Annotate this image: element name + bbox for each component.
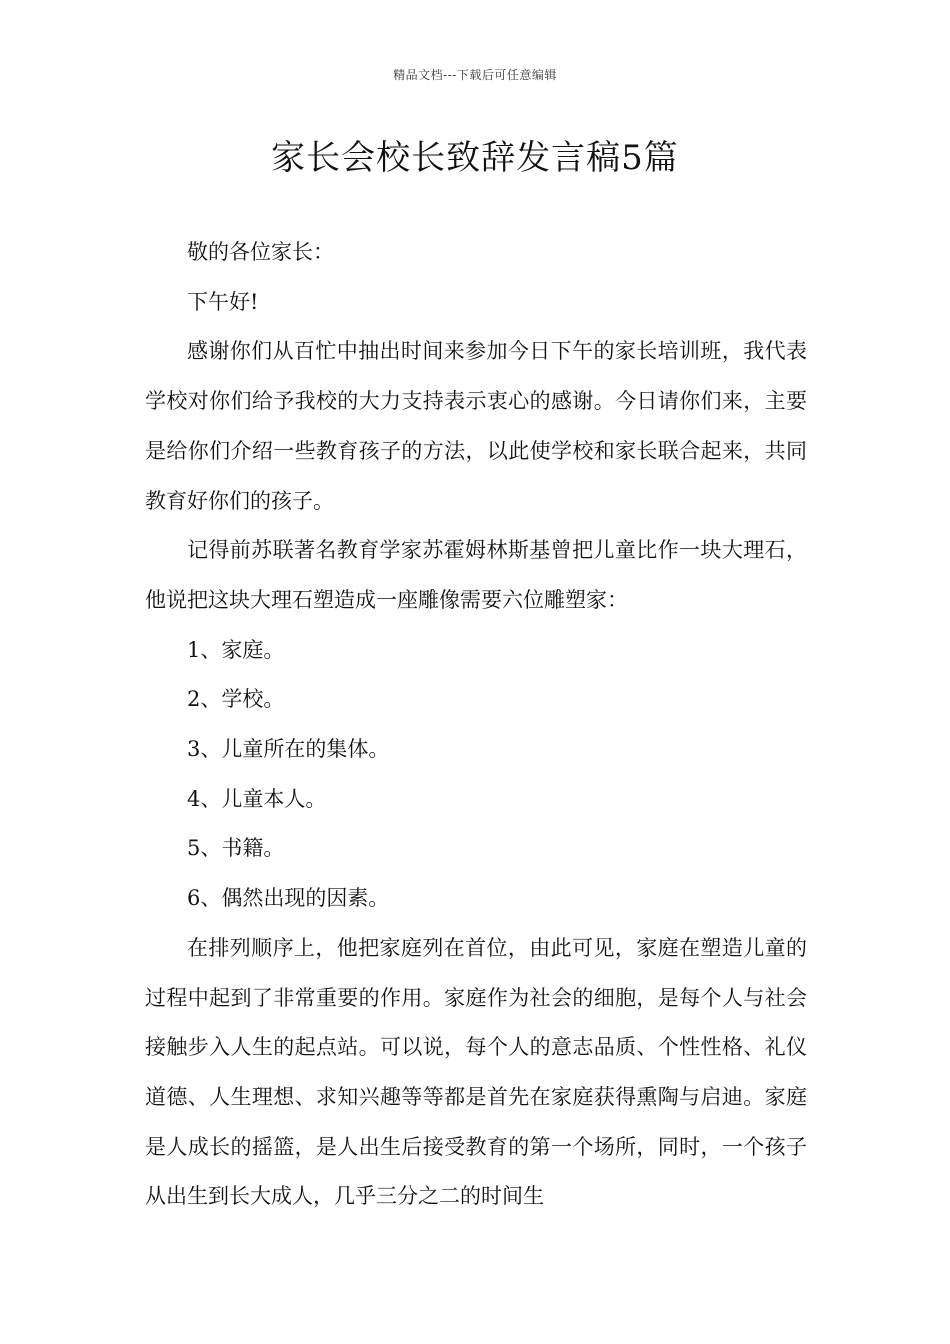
document-body: [145, 228, 807, 1222]
header-note: 精品文档---下载后可任意编辑: [393, 68, 557, 82]
paragraph: 感谢你们从百忙中抽出时间来参加今日下午的家长培训班，我代表学校对你们给予我校的大力支持表示衷心的感谢。今日请你们来，主要是给你们介绍一些教育孩子的方法，以此使学校和家长联合起来，共同教育好你们的孩子。: [145, 339, 807, 513]
list-item: 1、家庭。: [187, 637, 285, 662]
greeting: 下午好!: [187, 289, 259, 314]
list-item: 5、书籍。: [187, 836, 285, 861]
list-item: 3、儿童所在的集体。: [187, 737, 390, 762]
list-item: 4、儿童本人。: [187, 786, 327, 811]
salutation: 敬的各位家长：: [187, 240, 334, 264]
paragraph: 在排列顺序上，他把家庭列在首位，由此可见，家庭在塑造儿童的过程中起到了非常重要的作用。家庭作为社会的细胞，是每个人与社会接触步入人生的起点站。可以说，每个人的意志品质、个性性格、礼仪道德、人生理想、求知兴趣等等都是首先在家庭获得熏陶与启迪。家庭是人成长的摇篮，是人出生后接受教育的第一个场所，同时，一个孩子从出生到长大成人，几乎三分之二的时间生: [145, 935, 807, 1209]
paragraph: 记得前苏联著名教育学家苏霍姆林斯基曾把儿童比作一块大理石，他说把这块大理石塑造成一座雕像需要六位雕塑家：: [145, 538, 807, 612]
list-item: 6、偶然出现的因素。: [187, 886, 390, 911]
list-item: 2、学校。: [187, 687, 285, 712]
document-title: 家长会校长致辞发言稿5篇: [271, 138, 679, 178]
